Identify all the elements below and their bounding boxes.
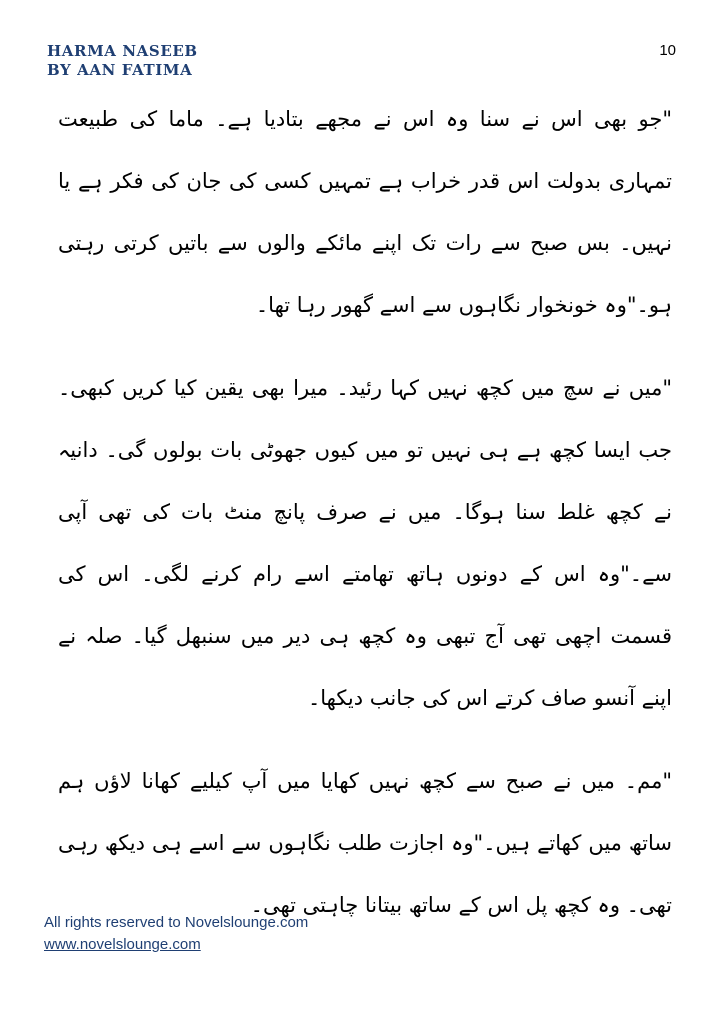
story-body (58, 88, 672, 957)
novel-author: BY AAN FATIMA (47, 61, 193, 79)
website-link[interactable]: www.novelslounge.com (44, 936, 201, 953)
story-paragraph: "مم۔ میں نے صبح سے کچھ نہیں کھایا میں آپ کیلیے کھانا لاؤں ہم ساتھ میں کھاتے ہیں۔"وہ اجازت طلب نگاہوں سے اسے ہی دیکھ رہی تھی۔ وہ کچھ پل اس کے ساتھ بیتانا چاہتی تھی۔ (58, 769, 672, 917)
story-paragraph: "جو بھی اس نے سنا وہ اس نے مجھے بتادیا ہے۔ ماما کی طبیعت تمہاری بدولت اس قدر خراب ہے تمہیں کسی کی جان کی فکر ہے یا نہیں۔ بس صبح سے رات تک اپنے مائکے والوں سے باتیں کرتی رہتی ہو۔"وہ خونخوار نگاہوں سے اسے گھور رہا تھا۔ (58, 107, 672, 317)
copyright-notice: All rights reserved to Novelslounge.com (44, 914, 309, 931)
story-paragraph: "میں نے سچ میں کچھ نہیں کہا رئید۔ میرا بھی یقین کیا کریں کبھی۔ جب ایسا کچھ ہے ہی نہیں تو میں کیوں جھوٹی بات بولوں گی۔ دانیہ نے کچھ غلط سنا ہوگا۔ میں نے صرف پانچ منٹ بات کی تھی آپی سے۔"وہ اس کے دونوں ہاتھ تھامتے اسے رام کرنے لگی۔ اس کی قسمت اچھی تھی آج تبھی وہ کچھ ہی دیر میں سنبھل گیا۔ صلہ نے اپنے آنسو صاف کرتے اس کی جانب دیکھا۔ (58, 376, 672, 710)
page-footer (44, 912, 308, 956)
page-header (47, 42, 247, 80)
page-number: 10 (659, 42, 676, 59)
novel-title: HARMA NASEEB (47, 42, 198, 60)
